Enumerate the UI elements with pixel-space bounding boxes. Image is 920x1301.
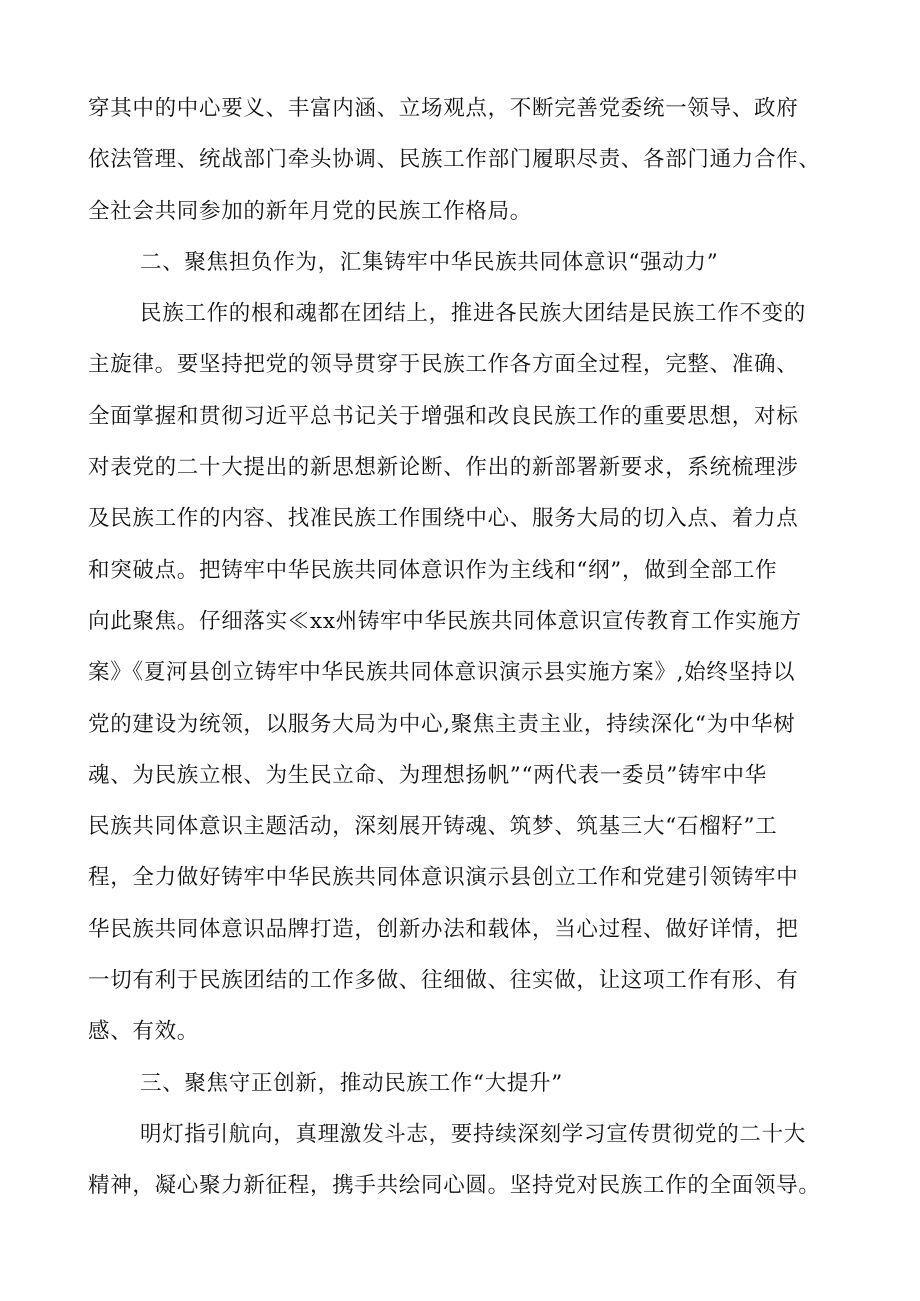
text-line: 穿其中的中心要义、丰富内涵、立场观点，不断完善党委统一领导、政府 [88,96,799,121]
section-heading-3 [88,1058,858,1109]
heading-line: 三、聚焦守正创新，推动民族工作“大提升” [140,1070,563,1096]
text-line: 程，全力做好铸牢中华民族共同体意识演示县创立工作和党建引领铸牢中 [88,865,799,891]
text-line: 华民族共同体意识品牌打造，创新办法和载体，当心过程、做好详情，把 [88,916,799,942]
paragraph-continuation [88,83,858,237]
text-line: 一切有利于民族团结的工作多做、往细做、往实做，让这项工作有形、有 [88,968,799,994]
paragraph-section-3 [88,1109,858,1212]
text-line: 感、有效。 [88,1019,200,1045]
text-line: 向此聚焦。仔细落实≪xx州铸牢中华民族共同体意识宣传教育工作实施方 [88,608,802,634]
text-line: 案》《夏河县创立铸牢中华民族共同体意识演示县实施方案》,始终坚持以 [88,660,796,686]
text-line: 对表党的二十大提出的新思想新论断、作出的新部署新要求，系统梳理涉 [88,455,799,481]
text-line: 精神，凝心聚力新征程，携手共绘同心圆。坚持党对民族工作的全面领导。 [88,1173,821,1199]
section-heading-2 [88,237,858,288]
text-line: 全社会共同参加的新年月党的民族工作格局。 [88,198,533,224]
heading-line: 二、聚焦担负作为，汇集铸牢中华民族共同体意识“强动力” [140,249,719,275]
text-line: 民族共同体意识主题活动，深刻展开铸魂、筑梦、筑基三大“石榴籽”工 [88,814,778,840]
text-line: 依法管理、统战部门牵头协调、民族工作部门履职尽责、各部门通力合作、 [88,147,821,173]
text-line: 明灯指引航向，真理激发斗志，要持续深刻学习宣传贯彻党的二十大 [140,1121,807,1147]
text-line: 党的建设为统领，以服务大局为中心,聚焦主责主业，持续深化“为中华树 [88,711,796,737]
text-line: 主旋律。要坚持把党的领导贯穿于民族工作各方面全过程，完整、准确、 [88,352,799,378]
text-line: 全面掌握和贯彻习近平总书记关于增强和改良民族工作的重要思想，对标 [88,403,799,429]
document-body [88,83,858,1212]
text-line: 和突破点。把铸牢中华民族共同体意识作为主线和“纲”，做到全部工作 [88,557,778,583]
paragraph-section-2 [88,288,858,1057]
text-line: 及民族工作的内容、找准民族工作围绕中心、服务大局的切入点、着力点 [88,506,799,532]
text-line: 魂、为民族立根、为生民立命、为理想扬帆”“两代表一委员”铸牢中华 [88,762,767,788]
text-line: 民族工作的根和魂都在团结上，推进各民族大团结是民族工作不变的 [140,301,807,327]
